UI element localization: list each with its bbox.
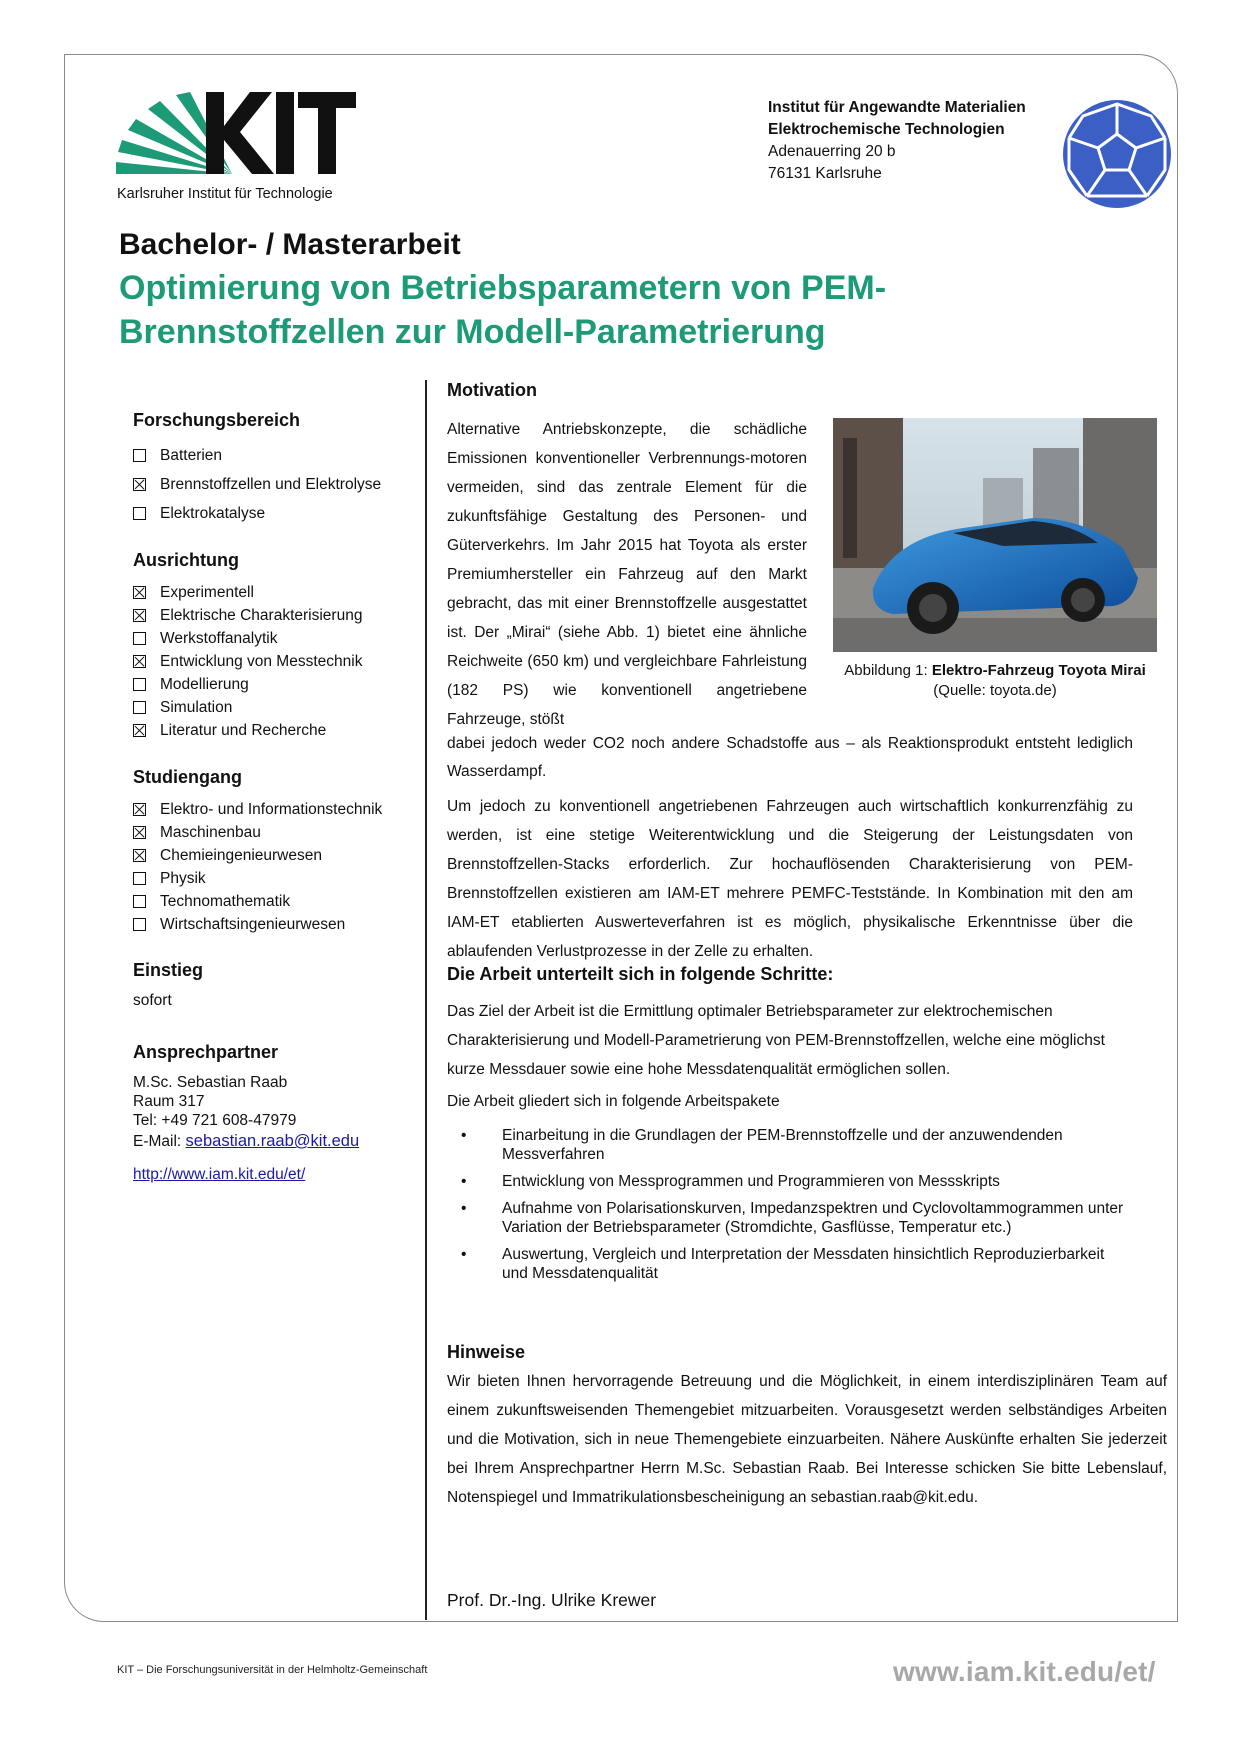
toyota-mirai-photo [833, 418, 1157, 652]
motivation-paragraph-1-continued [447, 730, 1133, 966]
checkbox-row [133, 627, 423, 650]
einstieg-value: sofort [133, 992, 172, 1009]
checkbox-label: Elektrische Charakterisierung [160, 606, 363, 624]
checkbox-label: Simulation [160, 698, 233, 716]
motivation-heading: Motivation [447, 380, 537, 400]
section-einstieg [133, 960, 423, 1010]
checkbox-row [133, 581, 423, 604]
checkbox-row [133, 798, 423, 821]
caption-source: (Quelle: toyota.de) [933, 682, 1057, 699]
figure-caption [833, 661, 1157, 701]
column-divider [425, 380, 427, 1620]
signature: Prof. Dr.-Ing. Ulrike Krewer [447, 1590, 657, 1610]
checkbox-label: Technomathematik [160, 892, 291, 910]
checkbox-row [133, 696, 423, 719]
hinweise-text: Wir bieten Ihnen hervorragende Betreuung und die Möglichkeit, in einem interdisziplinären Team auf einem zukunftsweisenden Themengebiet mitzuarbeiten. Vorausgesetzt werden selbständiges Arbeiten und die Motivation, sich in neue Themengebiete einzuarbeiten. Nähere Auskünfte erhalten Sie jederzeit bei Ihrem Ansprechpartner Herrn M.Sc. Sebastian Raab. Bei Interesse schicken Sie bitte Lebenslauf, Notenspiegel und Immatrikulationsbescheinigung an sebastian.raab@kit.edu. [447, 1373, 1167, 1506]
section-heading: Forschungsbereich [133, 410, 301, 430]
checkbox-label: Werkstoffanalytik [160, 629, 278, 647]
checkbox-label: Entwicklung von Messtechnik [160, 652, 363, 670]
unchecked-box-icon[interactable] [133, 678, 146, 691]
checked-box-icon[interactable] [133, 655, 146, 668]
checkbox-row [133, 913, 423, 936]
checkbox-row [133, 441, 423, 470]
logo-subtitle: Karlsruher Institut für Technologie [117, 186, 333, 202]
checkbox-row [133, 821, 423, 844]
street-address: Adenauerring 20 b [768, 143, 896, 160]
thesis-type: Bachelor- / Masterarbeit [119, 228, 461, 261]
footer-url[interactable]: www.iam.kit.edu/et/ [893, 1656, 1156, 1687]
section-studiengang [133, 767, 423, 936]
checkbox-label: Wirtschaftsingenieurwesen [160, 915, 346, 933]
checked-box-icon[interactable] [133, 803, 146, 816]
work-package-list [447, 1126, 1133, 1283]
list-item: • Auswertung, Vergleich und Interpretation der Messdaten hinsichtlich Reproduzierbarkeit und Messdatenqualität [447, 1245, 1133, 1283]
contact-phone: Tel: +49 721 608-47979 [133, 1112, 297, 1129]
checked-box-icon[interactable] [133, 586, 146, 599]
motivation-paragraph-2: Um jedoch zu konventionell angetriebenen Fahrzeugen auch wirtschaftlich konkurrenzfähig zu werden, ist eine stetige Weiterentwicklung und die Steigerung der Leistungsdaten von Brennstoffzellen-Stacks erforderlich. Zur hochauflösenden Charakterisierung von PEM-Brennstoffzellen existieren am IAM-ET mehrere PEMFC-Teststände. In Kombination mit den am IAM-ET etablierten Auswerteverfahren ist es möglich, physikalische Erkenntnisse über die ablaufenden Verlustprozesse in der Zelle zu erhalten. [447, 798, 1133, 960]
checkbox-row [133, 719, 423, 742]
checkbox-list [133, 441, 423, 528]
checkbox-row [133, 470, 423, 499]
checkbox-row [133, 673, 423, 696]
checkbox-label: Maschinenbau [160, 823, 261, 841]
list-item: • Entwicklung von Messprogrammen und Programmieren von Messskripts [447, 1172, 1133, 1191]
unchecked-box-icon[interactable] [133, 872, 146, 885]
section-hinweise [447, 1342, 1167, 1512]
checkbox-label: Experimentell [160, 583, 254, 601]
hinweise-heading: Hinweise [447, 1342, 526, 1362]
unchecked-box-icon[interactable] [133, 701, 146, 714]
motivation-text-wrapped: Alternative Antriebskonzepte, die schädliche Emissionen konventioneller Verbrennungs-motoren vermeiden, sind das zentrale Element für die zukunftsfähige Gestaltung des Personen- und Güterverkehrs. Im Jahr 2015 hat Toyota als erster Premiumhersteller ein Fahrzeug auf den Markt gebracht, das mit einer Brennstoffzelle ausgestattet ist. Der „Mirai“ (siehe Abb. 1) bietet eine ähnliche Reichweite (650 km) und vergleichbare Fahrleistung (182 PS) wie konventionell angetriebene Fahrzeuge, stößt [447, 421, 807, 728]
checkbox-list [133, 581, 423, 742]
checkbox-row [133, 499, 423, 528]
schritte-heading: Die Arbeit unterteilt sich in folgende Schritte: [447, 964, 834, 984]
caption-title: Elektro-Fahrzeug Toyota Mirai [931, 662, 1146, 679]
checked-box-icon[interactable] [133, 478, 146, 491]
contact-room: Raum 317 [133, 1093, 205, 1110]
department-name: Elektrochemische Technologien [768, 121, 1005, 138]
unchecked-box-icon[interactable] [133, 895, 146, 908]
institute-address [768, 97, 1026, 185]
website-link[interactable]: http://www.iam.kit.edu/et/ [133, 1166, 306, 1183]
unchecked-box-icon[interactable] [133, 507, 146, 520]
contact-email-row [133, 1132, 423, 1151]
section-heading: Einstieg [133, 960, 204, 980]
section-forschungsbereich [133, 410, 423, 528]
checkbox-row [133, 650, 423, 673]
checkbox-label: Elektro- und Informationstechnik [160, 800, 383, 818]
checkbox-label: Chemieingenieurwesen [160, 846, 322, 864]
caption-prefix: Abbildung 1: [844, 662, 932, 679]
motivation-heading-wrap [447, 380, 1167, 401]
list-item: • Aufnahme von Polarisationskurven, Impedanzspektren und Cyclovoltammogrammen unter Variation der Betriebsparameter (Stromdichte, Gasflüsse, Temperatur etc.) [447, 1199, 1133, 1237]
checkbox-label: Literatur und Recherche [160, 721, 327, 739]
checkbox-row [133, 604, 423, 627]
thesis-title: Optimierung von Betriebsparametern von PEM-Brennstoffzellen zur Modell-Parametrierung [119, 269, 887, 351]
motivation-paragraph-1 [447, 415, 807, 734]
section-heading: Ausrichtung [133, 550, 239, 570]
list-item: • Einarbeitung in die Grundlagen der PEM-Brennstoffzelle und der anzuwendenden Messverfahren [447, 1126, 1133, 1164]
section-ausrichtung [133, 550, 423, 742]
section-heading: Ansprechpartner [133, 1042, 279, 1062]
checkbox-row [133, 844, 423, 867]
checkbox-row [133, 867, 423, 890]
checkbox-label: Physik [160, 869, 206, 887]
checked-box-icon[interactable] [133, 826, 146, 839]
checked-box-icon[interactable] [133, 849, 146, 862]
checkbox-label: Brennstoffzellen und Elektrolyse [160, 476, 382, 493]
schritte-intro: Das Ziel der Arbeit ist die Ermittlung optimaler Betriebsparameter zur elektrochemischen Charakterisierung und Modell-Parametrierung von PEM-Brennstoffzellen, welche eine möglichst kurze Messdauer sowie eine hohe Messdatenqualität ermöglichen sollen. [447, 1003, 1105, 1078]
contact-name: M.Sc. Sebastian Raab [133, 1074, 288, 1091]
checkbox-list [133, 798, 423, 936]
checkbox-label: Batterien [160, 447, 223, 464]
checkbox-label: Elektrokatalyse [160, 505, 266, 522]
city-address: 76131 Karlsruhe [768, 165, 882, 182]
section-heading: Studiengang [133, 767, 242, 787]
checkbox-row [133, 890, 423, 913]
schritte-list-intro: Die Arbeit gliedert sich in folgende Arbeitspakete [447, 1093, 780, 1110]
institute-name: Institut für Angewandte Materialien [768, 99, 1026, 116]
unchecked-box-icon[interactable] [133, 918, 146, 931]
checked-box-icon[interactable] [133, 609, 146, 622]
section-ansprechpartner [133, 1042, 423, 1184]
footer-tagline: KIT – Die Forschungsuniversität in der Helmholtz-Gemeinschaft [117, 1664, 428, 1676]
unchecked-box-icon[interactable] [133, 449, 146, 462]
iam-et-ball-icon [1061, 98, 1173, 210]
checkbox-label: Modellierung [160, 675, 249, 693]
email-link[interactable]: sebastian.raab@kit.edu [185, 1132, 360, 1150]
section-schritte [447, 964, 1133, 1291]
checked-box-icon[interactable] [133, 724, 146, 737]
email-label: E-Mail: [133, 1133, 186, 1150]
motivation-text-continued: dabei jedoch weder CO2 noch andere Schadstoffe aus – als Reaktionsprodukt entsteht lediglich Wasserdampf. [447, 735, 1133, 780]
unchecked-box-icon[interactable] [133, 632, 146, 645]
